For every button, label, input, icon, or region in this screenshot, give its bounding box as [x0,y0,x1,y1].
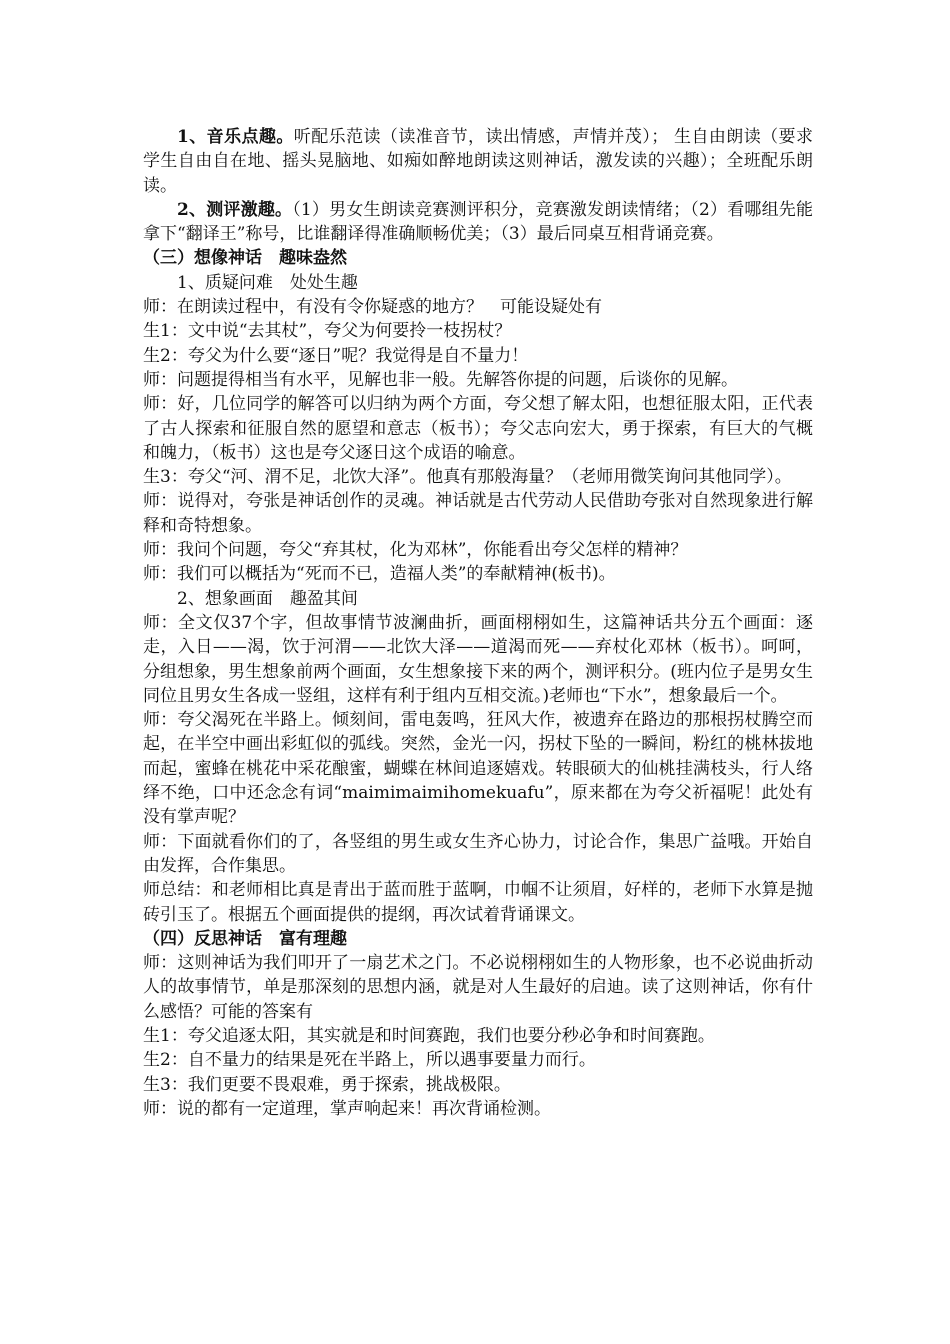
dialogue-line: 生1：夸父追逐太阳，其实就是和时间赛跑，我们也要分秒必争和时间赛跑。 [143,1025,715,1046]
subheading-imagining: 2、想象画面 趣盈其间 [177,588,358,609]
dialogue-line: 师：我问个问题，夸父“弃其杖，化为邓林”，你能看出夸父怎样的精神？ [143,540,688,561]
dialogue-line: 师：说的都有一定道理，掌声响起来！再次背诵检测。 [143,1098,551,1119]
subheading-questioning: 1、质疑问难 处处生趣 [177,272,358,293]
dialogue-line: 生2：夸父为什么要“逐日”呢？我觉得是自不量力！ [143,345,529,366]
dialogue-line: 生2：自不量力的结果是死在半路上，所以遇事要量力而行。 [143,1050,596,1071]
document-body [143,125,813,1121]
paragraph-lead: 2、测评激趣。 [177,199,293,220]
dialogue-line: 生3：我们更要不畏艰难，勇于探索，挑战极限。 [143,1074,511,1095]
dialogue-line: 师：我们可以概括为“死而不已，造福人类”的奉献精神(板书)。 [143,564,616,585]
dialogue-line: 师：全文仅37个字，但故事情节波澜曲折，画面栩栩如生，这篇神话共分五个画面：逐走，入日——渴，饮于河渭——北饮大泽——道渴而死——弃杖化邓林（板书）。呵呵，分组想象，男生想象前两个画面，女生想象接下来的两个，测评积分。(班内位子是男女生同位且男女生各成一竖组，这样有利于组内互相交流。)老师也“下水”，想象最后一个。 [143,612,813,706]
dialogue-line: 师总结：和老师相比真是青出于蓝而胜于蓝啊，巾帼不让须眉，好样的，老师下水算是抛砖引玉了。根据五个画面提供的提纲，再次试着背诵课文。 [143,880,813,925]
dialogue-line: 师：问题提得相当有水平，见解也非一般。先解答你提的问题，后谈你的见解。 [143,369,738,390]
paragraph-evaluation-interest [143,198,813,247]
dialogue-line: 师：好，几位同学的解答可以归纳为两个方面，夸父想了解太阳，也想征服太阳，正代表了古人探索和征服自然的愿望和意志（板书）；夸父志向宏大，勇于探索，有巨大的气概和魄力，（板书）这也是夸父逐日这个成语的喻意。 [143,394,813,463]
paragraph-lead: 1、音乐点趣。 [177,127,294,147]
paragraph-text: （1）男女生朗读竞赛测评积分，竞赛激发朗读情绪；（2）看哪组先能拿下“翻译王”称号，比谁翻译得准确顺畅优美；（3）最后同桌互相背诵竞赛。 [143,199,813,245]
section-heading-4: （四）反思神话 富有理趣 [143,928,347,949]
dialogue-line: 生3：夸父“河、渭不足，北饮大泽”。他真有那般海量？（老师用微笑询问其他同学）。 [143,467,792,488]
dialogue-line: 师：这则神话为我们叩开了一扇艺术之门。不必说栩栩如生的人物形象，也不必说曲折动人的故事情节，单是那深刻的思想内涵，就是对人生最好的启迪。读了这则神话，你有什么感悟？可能的答案有 [143,953,813,1022]
section-heading-3: （三）想像神话 趣味盎然 [143,248,347,269]
paragraph-text: 听配乐范读（读准音节，读出情感，声情并茂）； 生自由朗读（要求学生自由自在地、摇头晃脑地、如痴如醉地朗读这则神话，激发读的兴趣）；全班配乐朗读。 [143,127,813,196]
dialogue-line: 师：夸父渴死在半路上。倾刻间，雷电轰鸣，狂风大作，被遗弃在路边的那根拐杖腾空而起，在半空中画出彩虹似的弧线。突然，金光一闪，拐杖下坠的一瞬间，粉红的桃林拔地而起，蜜蜂在桃花中采花酿蜜，蝴蝶在林间追逐嬉戏。转眼硕大的仙桃挂满枝头，行人络绎不绝，口中还念念有词“maimimaimihomekuafu”，原来都在为夸父祈福呢！此处有没有掌声呢？ [143,710,813,828]
dialogue-line: 师：说得对，夸张是神话创作的灵魂。神话就是古代劳动人民借助夸张对自然现象进行解释和奇特想象。 [143,491,813,536]
dialogue-line: 生1：文中说“去其杖”，夸父为何要拎一枝拐杖？ [143,321,512,342]
paragraph-music-interest [143,125,813,198]
dialogue-line: 师：在朗读过程中，有没有令你疑惑的地方？ 可能设疑处有 [143,297,602,318]
dialogue-line: 师：下面就看你们的了，各竖组的男生或女生齐心协力，讨论合作，集思广益哦。开始自由发挥，合作集思。 [143,831,813,876]
